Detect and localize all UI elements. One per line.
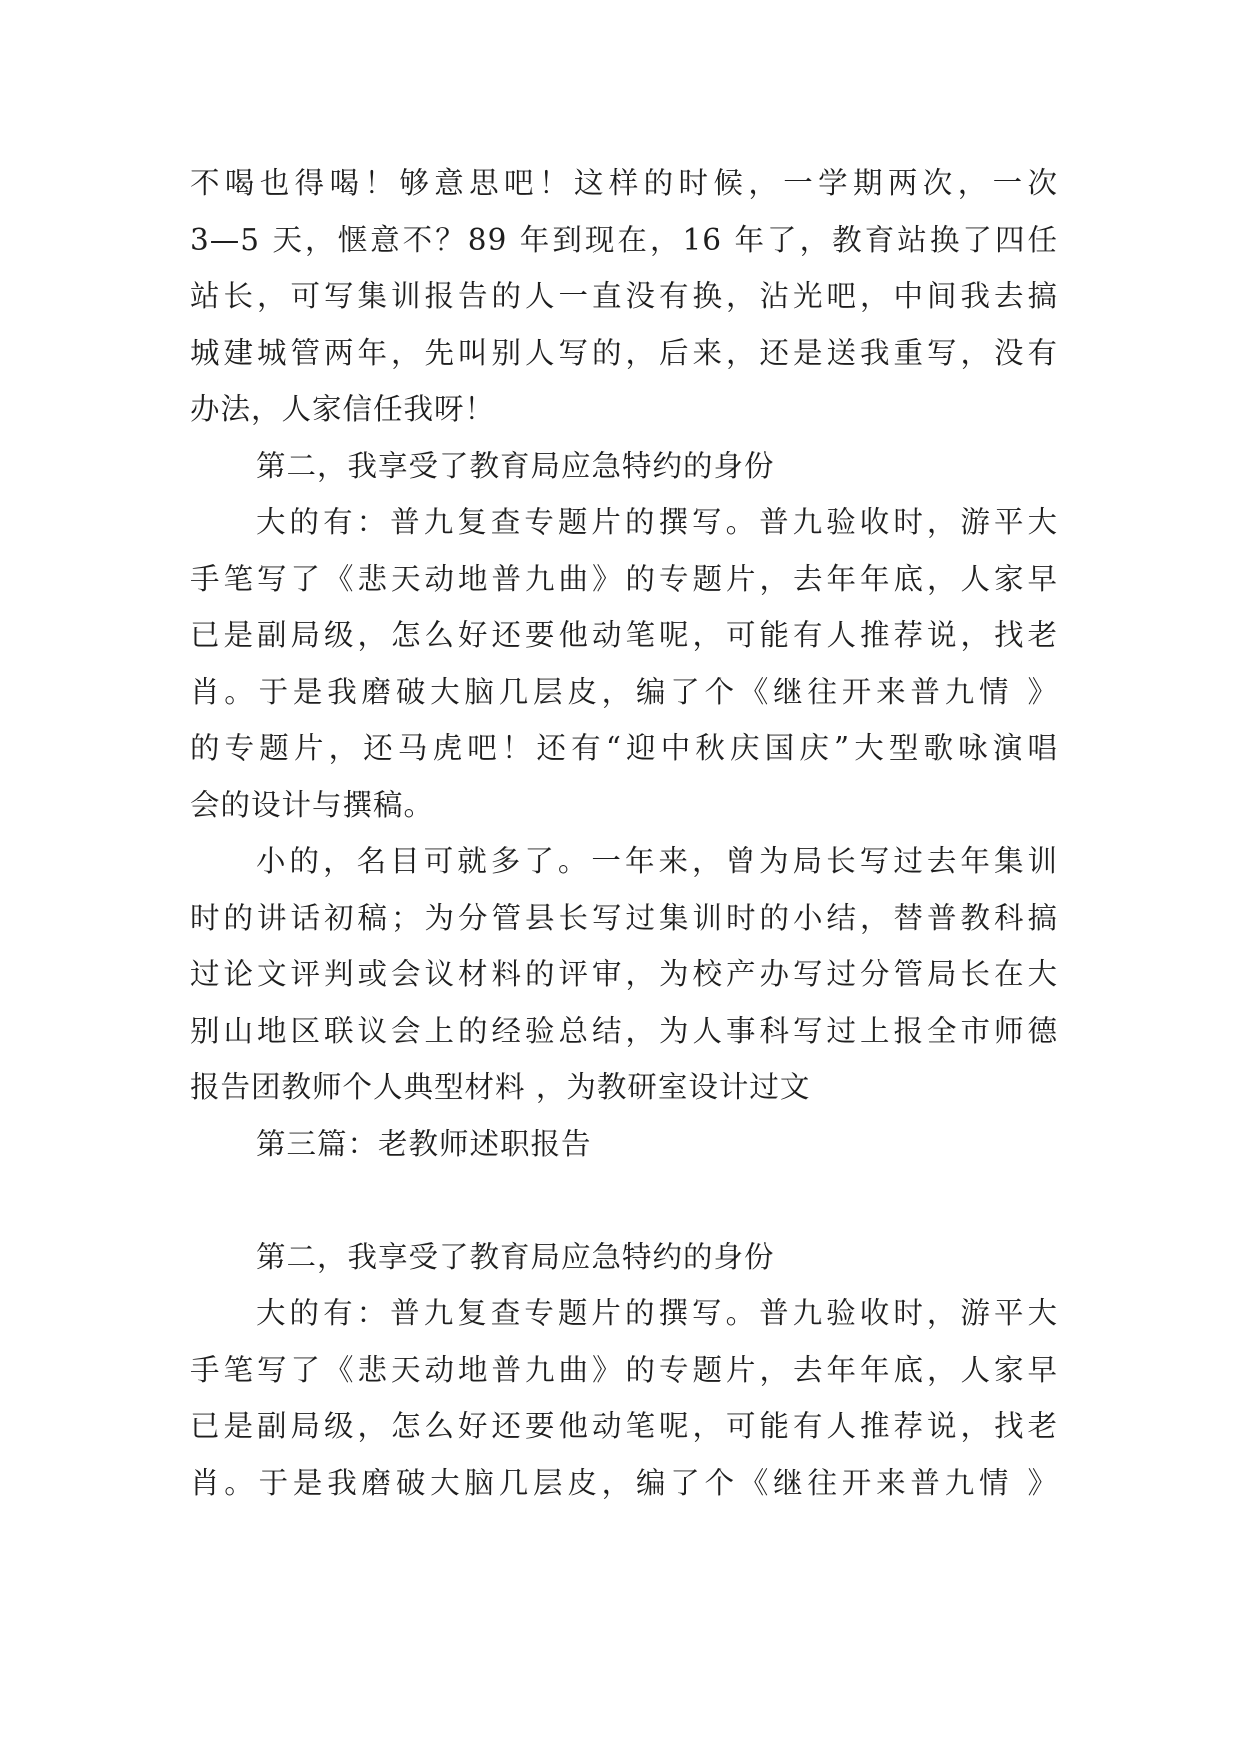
text-line: 手笔写了《悲天动地普九曲》的专题片，去年年底，人家早 <box>190 1352 1058 1387</box>
text-line: 办法，人家信任我呀！ <box>190 392 496 426</box>
text-line: 大的有：普九复查专题片的撰写。普九验收时，游平大 <box>256 1296 1058 1330</box>
text-line: 第二，我享受了教育局应急特约的身份 <box>256 1239 775 1274</box>
text-line: 大的有：普九复查专题片的撰写。普九验收时，游平大 <box>256 505 1058 539</box>
text-line: 已是副局级，怎么好还要他动笔呢，可能有人推荐说，找老 <box>190 618 1058 652</box>
text-line: 报告团教师个人典型材料 ，为教研室设计过文 <box>190 1070 811 1104</box>
text-line: 别山地区联议会上的经验总结，为人事科写过上报全市师德 <box>190 1013 1058 1048</box>
text-line: 过论文评判或会议材料的评审，为校产办写过分管局长在大 <box>190 957 1058 991</box>
text-line: 城建城管两年，先叫别人写的，后来，还是送我重写，没有 <box>190 335 1058 370</box>
text-line: 的专题片，还马虎吧！还有“迎中秋庆国庆”大型歌咏演唱 <box>190 731 1058 765</box>
text-line: 站长，可写集训报告的人一直没有换，沾光吧，中间我去搞 <box>190 279 1058 313</box>
text-line: 时的讲话初稿；为分管县长写过集训时的小结，替普教科搞 <box>190 900 1058 935</box>
text-line: 不喝也得喝！够意思吧！这样的时候，一学期两次，一次 <box>190 166 1058 200</box>
text-line: 小的，名目可就多了。一年来，曾为局长写过去年集训 <box>256 844 1058 878</box>
text-line: 已是副局级，怎么好还要他动笔呢，可能有人推荐说，找老 <box>190 1409 1058 1443</box>
text-line: 3—5 天，惬意不？89 年到现在，16 年了，教育站换了四任 <box>190 222 1058 257</box>
document-body <box>190 155 1058 1511</box>
text-line: 第三篇：老教师述职报告 <box>256 1126 592 1161</box>
text-line: 手笔写了《悲天动地普九曲》的专题片，去年年底，人家早 <box>190 561 1058 596</box>
text-line: 会的设计与撰稿。 <box>190 787 435 822</box>
text-line: 肖。于是我磨破大脑几层皮，编了个《继往开来普九情 》 <box>190 1465 1058 1500</box>
text-line: 第二，我享受了教育局应急特约的身份 <box>256 448 775 483</box>
blank-line <box>190 1172 1058 1229</box>
text-line: 肖。于是我磨破大脑几层皮，编了个《继往开来普九情 》 <box>190 674 1058 709</box>
